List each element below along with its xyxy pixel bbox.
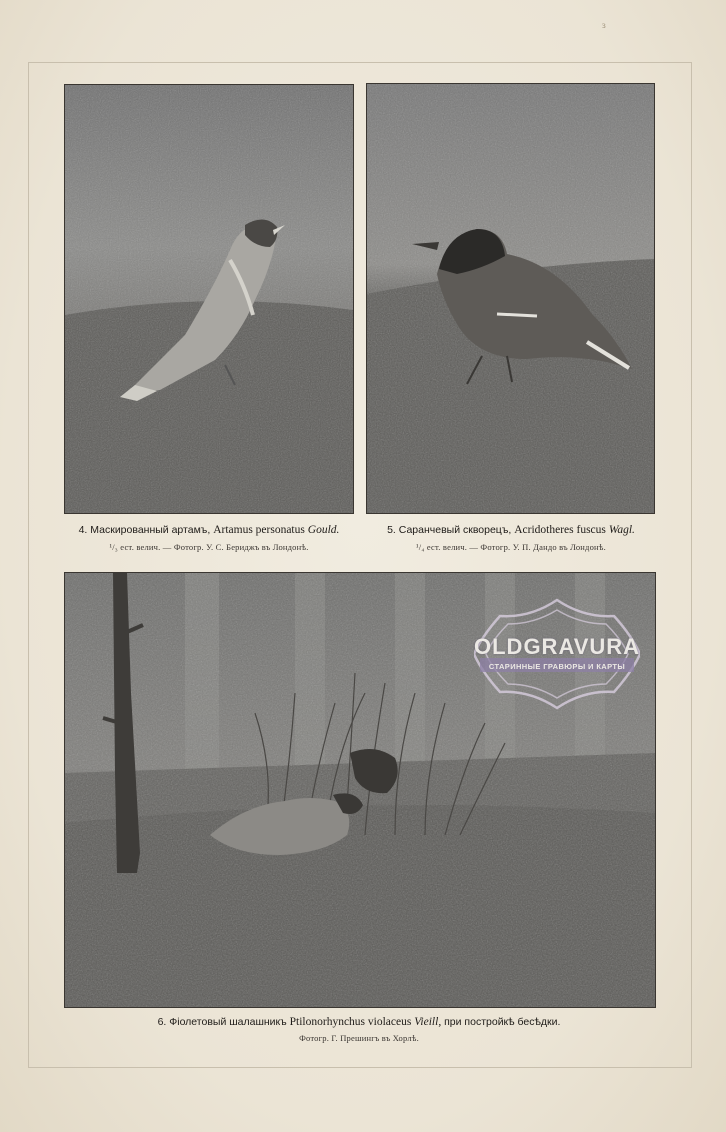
- caption-authority: Wagl.: [608, 524, 635, 536]
- caption-latin: Ptilonorhynchus violaceus: [289, 1016, 412, 1028]
- caption-name: Маскированный артамъ,: [90, 524, 211, 536]
- caption-number: 6.: [157, 1016, 167, 1028]
- caption-suffix: при постройкѣ бесѣдки.: [444, 1016, 561, 1028]
- watermark-subtitle: СТАРИННЫЕ ГРАВЮРЫ И КАРТЫ: [488, 662, 626, 671]
- oldgravura-watermark: [474, 596, 640, 712]
- watermark-title: OLDGRAVURA: [474, 634, 641, 659]
- caption-name: Саранчевый скворецъ,: [398, 524, 512, 536]
- caption-plate-6: [64, 1016, 654, 1028]
- caption-authority: Vieill,: [414, 1016, 442, 1028]
- photo-jungle-myna: [366, 83, 655, 514]
- photo-masked-woodswallow: [64, 84, 354, 514]
- caption-plate-4: [64, 524, 354, 536]
- caption-authority: Gould.: [307, 524, 340, 536]
- credit-plate-5: ¹/₄ ест. велич. — Фотогр. У. П. Дандо въ Лондонѣ.: [416, 542, 606, 552]
- caption-latin: Artamus personatus: [213, 524, 305, 536]
- caption-number: 4.: [78, 524, 88, 536]
- credit-plate-6: Фотогр. Г. Прешингъ въ Хорлѣ.: [299, 1033, 419, 1043]
- caption-name: Фіолетовый шалашникъ: [169, 1016, 287, 1028]
- caption-number: 5.: [387, 524, 396, 536]
- caption-plate-5: [366, 524, 656, 536]
- caption-latin: Acridotheres fuscus: [514, 524, 606, 536]
- corner-mark: ɜ: [602, 20, 606, 30]
- credit-plate-4: ¹/₃ ест. велич. — Фотогр. У. С. Бериджъ въ Лондонѣ.: [109, 542, 309, 552]
